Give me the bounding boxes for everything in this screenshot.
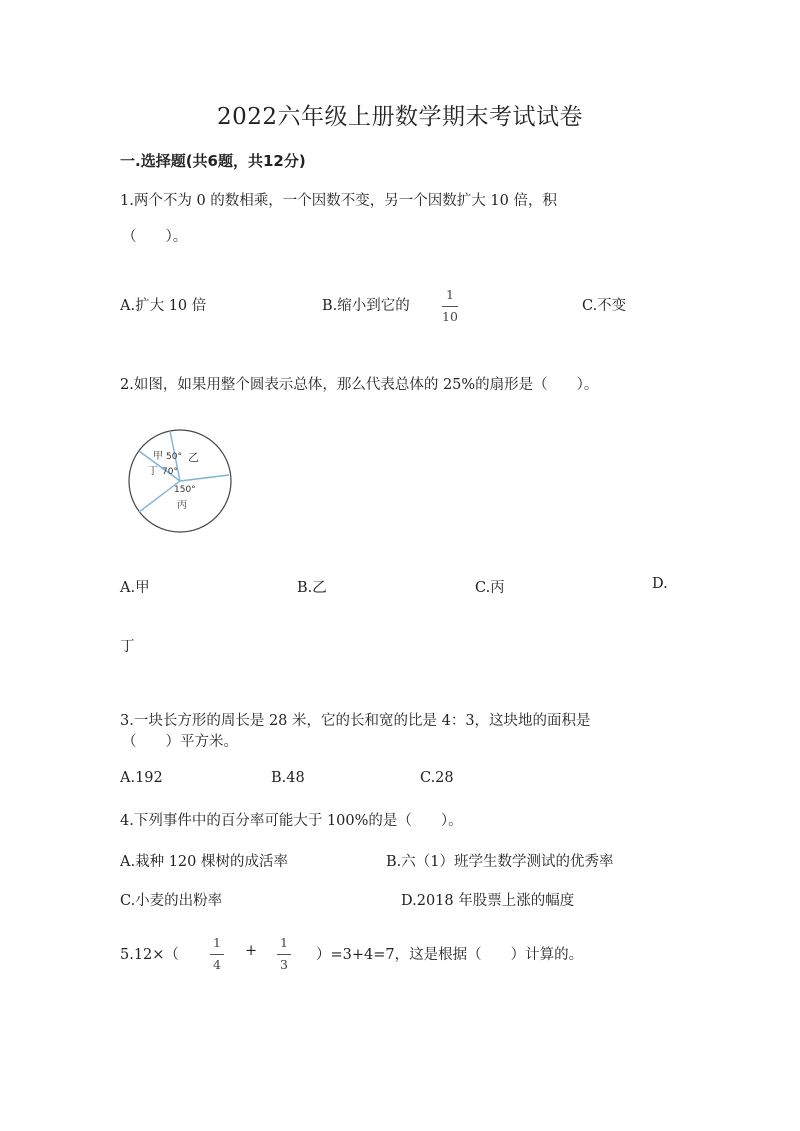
q4-option-a: A.栽种 120 棵树的成活率 — [120, 854, 288, 870]
fraction-bar — [277, 954, 291, 955]
label-ding-angle: 70° — [162, 467, 178, 477]
label-bing-angle: 150° — [174, 485, 196, 495]
q1-option-a: A.扩大 10 倍 — [120, 298, 207, 314]
q3-option-b: B.48 — [271, 770, 305, 786]
q3-option-a: A.192 — [120, 770, 163, 786]
label-yi: 乙 — [188, 451, 199, 464]
fraction-bar — [210, 954, 224, 955]
fraction-denominator: 10 — [442, 308, 458, 324]
section-heading: 一.选择题(共6题，共12分) — [120, 152, 306, 170]
fraction-numerator: 1 — [213, 935, 221, 950]
label-jia-angle: 50° — [166, 452, 182, 462]
q5-fraction-2 — [277, 937, 291, 971]
q3-option-c: C.28 — [420, 770, 454, 786]
q1-blank: （ ）。 — [122, 229, 188, 245]
pie-chart-figure — [124, 427, 236, 535]
label-bing: 丙 — [177, 500, 187, 511]
q1-option-b: B.缩小到它的 — [322, 298, 410, 314]
q2-stem: 2.如图，如果用整个圆表示总体，那么代表总体的 25%的扇形是（ ）。 — [120, 377, 599, 393]
q5-prefix: 5.12×（ — [120, 947, 179, 963]
q5-plus-sign: + — [245, 943, 258, 959]
q1-option-b-fraction — [442, 289, 458, 323]
q2-option-b: B.乙 — [297, 580, 327, 596]
q1-option-c: C.不变 — [582, 298, 627, 314]
q4-option-d: D.2018 年股票上涨的幅度 — [401, 893, 575, 909]
fraction-denominator: 3 — [280, 956, 288, 972]
fraction-numerator: 1 — [446, 287, 454, 302]
fraction-denominator: 4 — [213, 956, 221, 972]
q5-fraction-1 — [210, 937, 224, 971]
q2-option-c: C.丙 — [475, 580, 505, 596]
label-jia: 甲 — [153, 451, 163, 462]
q2-option-d: D. — [652, 576, 668, 592]
label-ding: 丁 — [148, 466, 158, 477]
q3-stem-continued: （ ）平方米。 — [122, 734, 238, 750]
q5-suffix: ）=3+4=7，这是根据（ ）计算的。 — [316, 947, 584, 963]
q2-option-a: A.甲 — [120, 580, 150, 596]
page-title: 2022六年级上册数学期末考试试卷 — [216, 104, 584, 130]
q3-stem: 3.一块长方形的周长是 28 米，它的长和宽的比是 4：3，这块地的面积是 — [120, 713, 591, 729]
q4-stem: 4.下列事件中的百分率可能大于 100%的是（ ）。 — [120, 813, 463, 829]
q2-option-d-text: 丁 — [120, 639, 135, 655]
fraction-numerator: 1 — [280, 935, 288, 950]
q4-option-c: C.小麦的出粉率 — [120, 893, 223, 909]
pie-divider-yi-bing — [180, 475, 229, 481]
q1-stem: 1.两个不为 0 的数相乘，一个因数不变，另一个因数扩大 10 倍，积 — [120, 193, 557, 209]
fraction-bar — [442, 306, 458, 307]
q4-option-b: B.六（1）班学生数学测试的优秀率 — [386, 854, 614, 870]
